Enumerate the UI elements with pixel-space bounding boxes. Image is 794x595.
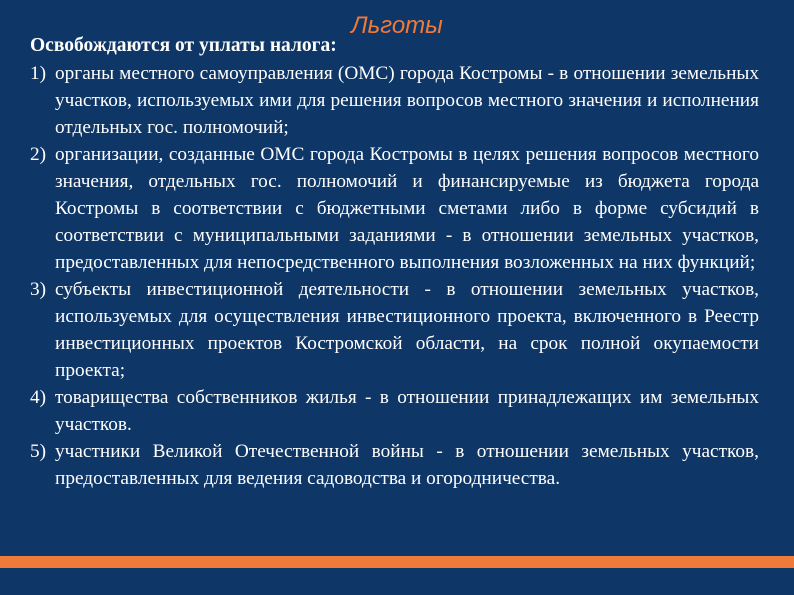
list-item-text: органы местного самоуправления (ОМС) города Костромы - в отношении земельных участков, используемых ими для решения вопросов местного значения и исполнения отдельных гос. полномочий; <box>55 63 759 138</box>
list-item-number: 3) <box>30 279 47 300</box>
list-item-number: 2) <box>30 144 47 165</box>
list-item-number: 4) <box>30 387 47 408</box>
slide-subtitle: Освобождаются от уплаты налога: <box>30 35 337 56</box>
list-item <box>30 60 759 141</box>
list-item-number: 1) <box>30 63 47 84</box>
list-item-text: субъекты инвестиционной деятельности - в отношении земельных участков, используемых для осуществления инвестиционного проекта, включенного в Реестр инвестиционных проектов Костромской области, на срок полной окупаемости проекта; <box>55 279 759 381</box>
slide-title: Льготы <box>351 12 443 39</box>
list-item <box>30 384 759 438</box>
list-item <box>30 438 759 492</box>
list-item <box>30 141 759 276</box>
list-item-text: товарищества собственников жилья - в отношении принадлежащих им земельных участков. <box>55 387 759 435</box>
list-item-text: участники Великой Отечественной войны - в отношении земельных участков, предоставленных для ведения садоводства и огородничества. <box>55 441 759 489</box>
accent-bar <box>0 556 794 568</box>
list-item <box>30 276 759 384</box>
list-item-number: 5) <box>30 441 47 462</box>
list-item-text: организации, созданные ОМС города Костромы в целях решения вопросов местного значения, отдельных гос. полномочий и финансируемые из бюджета города Костромы в соответствии с бюджетными сметами либо в форме субсидий в соответствии с муниципальными заданиями - в отношении земельных участков, предоставленных для непосредственного выполнения возложенных на них функций; <box>55 144 759 273</box>
benefits-list <box>30 60 759 492</box>
